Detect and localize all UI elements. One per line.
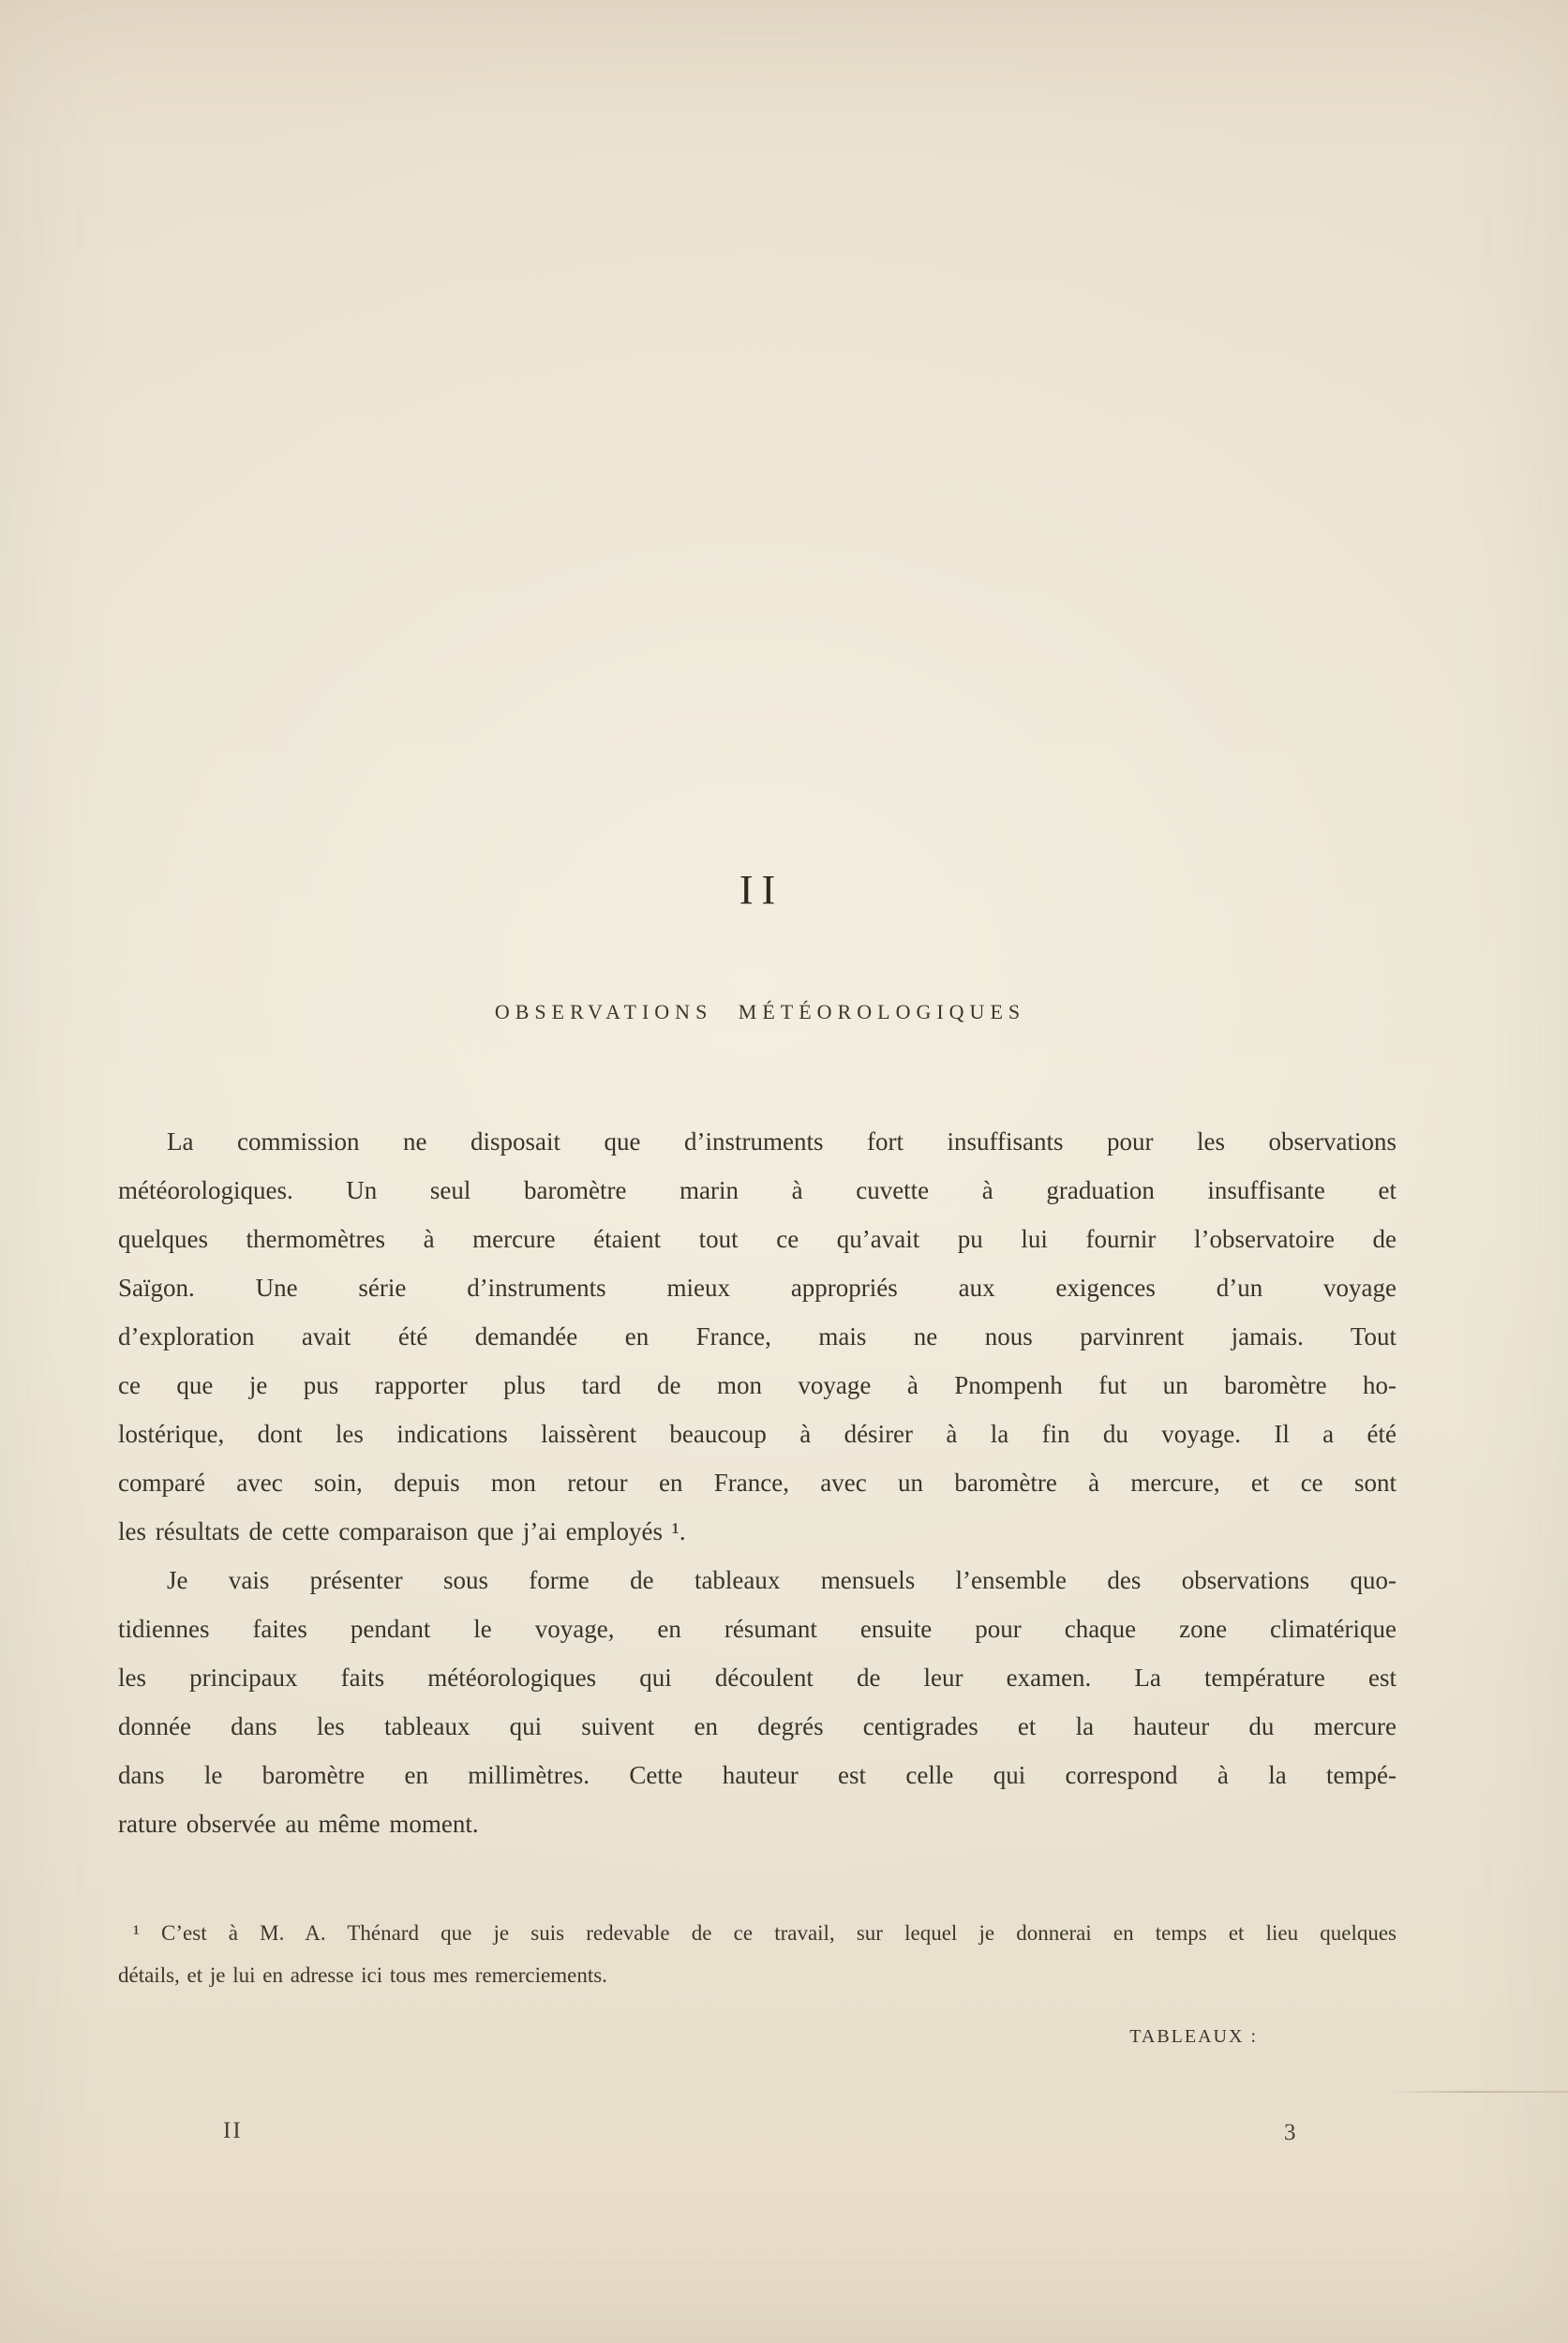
page-number: 3: [1284, 2120, 1296, 2145]
section-title: OBSERVATIONS MÉTÉOROLOGIQUES: [494, 1000, 1026, 1023]
text-line: quelques thermomètres à mercure étaient tout ce qu’avait pu lui fournir l’observatoire de: [118, 1225, 1396, 1253]
catchword: TABLEAUX :: [1129, 2026, 1258, 2047]
text-line: ce que je pus rapporter plus tard de mon voyage à Pnompenh fut un baromètre ho-: [118, 1371, 1396, 1399]
paragraph: [118, 1556, 1396, 1848]
text-line: comparé avec soin, depuis mon retour en France, avec un baromètre à mercure, et ce sont: [118, 1469, 1396, 1497]
text-line: tidiennes faites pendant le voyage, en résumant ensuite pour chaque zone climatérique: [118, 1615, 1396, 1643]
text-line: Saïgon. Une série d’instruments mieux appropriés aux exigences d’un voyage: [118, 1274, 1396, 1302]
body-paragraphs: [118, 1117, 1396, 1848]
text-line: lostérique, dont les indications laissèrent beaucoup à désirer à la fin du voyage. Il a été: [118, 1420, 1396, 1448]
text-line: d’exploration avait été demandée en France, mais ne nous parvinrent jamais. Tout: [118, 1322, 1396, 1351]
text-line: dans le baromètre en millimètres. Cette hauteur est celle qui correspond à la tempé-: [118, 1761, 1396, 1789]
signature-mark: II: [223, 2118, 243, 2143]
text-line: donnée dans les tableaux qui suivent en degrés centigrades et la hauteur du mercure: [118, 1712, 1396, 1740]
scan-crease: [1387, 2091, 1568, 2093]
text-line: les résultats de cette comparaison que j’ai employés ¹.: [118, 1517, 686, 1545]
text-line: les principaux faits météorologiques qui découlent de leur examen. La température est: [118, 1664, 1396, 1692]
chapter-number: II: [739, 867, 784, 913]
text-line: Je vais présenter sous forme de tableaux mensuels l’ensemble des observations quo-: [167, 1566, 1396, 1594]
text-line: rature observée au même moment.: [118, 1810, 479, 1838]
text-line: météorologiques. Un seul baromètre marin à cuvette à graduation insuffisante et: [118, 1176, 1396, 1204]
paragraph: [118, 1117, 1396, 1556]
footnote: [118, 1912, 1396, 1996]
text-block: [118, 867, 1396, 2048]
text-line: La commission ne disposait que d’instruments fort insuffisants pour les observations: [167, 1127, 1396, 1156]
text-line: ¹ C’est à M. A. Thénard que je suis redevable de ce travail, sur lequel je donnerai en temps et lieu quelques: [133, 1921, 1396, 1945]
text-line: détails, et je lui en adresse ici tous mes remerciements.: [118, 1963, 607, 1987]
